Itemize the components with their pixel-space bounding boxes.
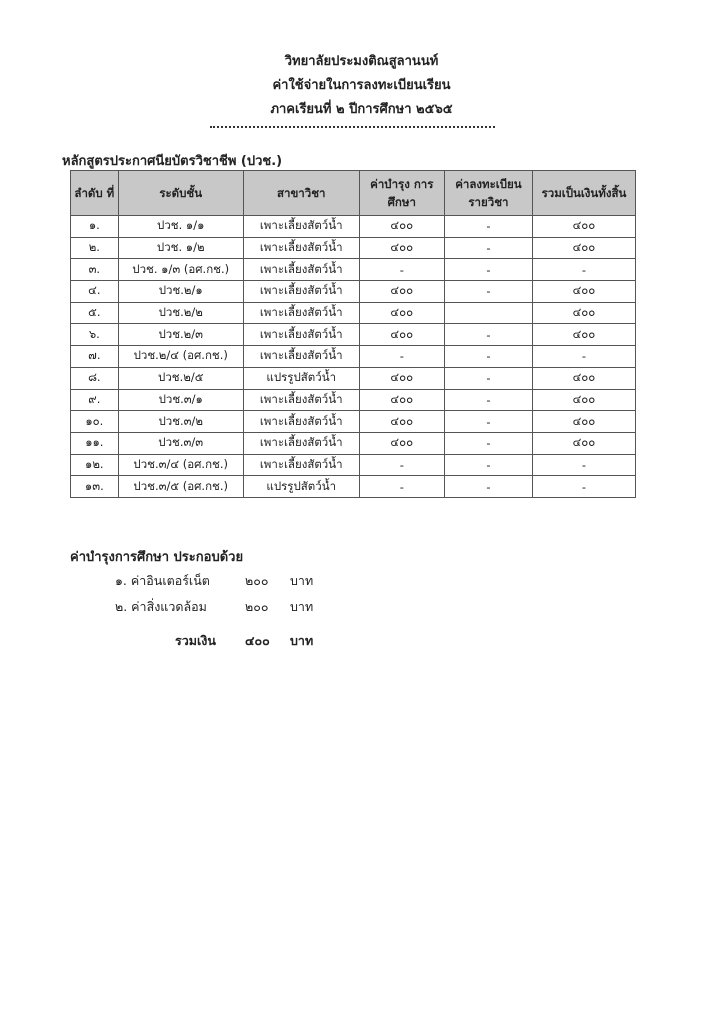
cell-no: ๙. xyxy=(71,389,119,411)
header-maintenance-fee: ค่าบำรุง การศึกษา xyxy=(359,171,444,216)
cell-registration-fee xyxy=(444,302,532,324)
details-title: ค่าบำรุงการศึกษา ประกอบด้วย xyxy=(70,550,244,565)
cell-maintenance-fee: ๔๐๐ xyxy=(359,216,444,238)
table-body xyxy=(71,216,636,498)
cell-level: ปวช. ๑/๒ xyxy=(118,237,243,259)
cell-maintenance-fee: - xyxy=(359,259,444,281)
table-row xyxy=(71,237,636,259)
section-title: หลักสูตรประกาศนียบัตรวิชาชีพ (ปวช.) xyxy=(62,154,283,169)
cell-registration-fee: - xyxy=(444,476,532,498)
cell-level: ปวช.๓/๕ (อศ.กช.) xyxy=(118,476,243,498)
semester-line: ภาคเรียนที่ ๒ ปีการศึกษา ๒๕๖๕ xyxy=(270,102,453,117)
cell-registration-fee: - xyxy=(444,324,532,346)
cell-maintenance-fee: - xyxy=(359,346,444,368)
cell-total: ๔๐๐ xyxy=(532,216,635,238)
cell-maintenance-fee: ๔๐๐ xyxy=(359,367,444,389)
cell-registration-fee: - xyxy=(444,346,532,368)
cell-total: ๔๐๐ xyxy=(532,281,635,303)
cell-maintenance-fee: ๔๐๐ xyxy=(359,432,444,454)
cell-total: - xyxy=(532,454,635,476)
total-label: รวมเงิน xyxy=(175,633,216,648)
detail-unit: บาท xyxy=(290,599,314,614)
cell-maintenance-fee: - xyxy=(359,454,444,476)
cell-major: เพาะเลี้ยงสัตว์น้ำ xyxy=(243,432,359,454)
cell-no: ๑๐. xyxy=(71,411,119,433)
detail-label: ๑. ค่าอินเตอร์เน็ต xyxy=(115,573,210,588)
table-row xyxy=(71,476,636,498)
cell-no: ๑๑. xyxy=(71,432,119,454)
cell-level: ปวช. ๑/๑ xyxy=(118,216,243,238)
cell-major: แปรรูปสัตว์น้ำ xyxy=(243,367,359,389)
detail-label: ๒. ค่าสิ่งแวดล้อม xyxy=(115,599,207,614)
cell-total: ๔๐๐ xyxy=(532,302,635,324)
detail-amount: ๒๐๐ xyxy=(245,573,269,588)
detail-unit: บาท xyxy=(290,573,314,588)
fee-table xyxy=(70,170,636,498)
cell-level: ปวช.๒/๑ xyxy=(118,281,243,303)
cell-total: ๔๐๐ xyxy=(532,367,635,389)
cell-major: เพาะเลี้ยงสัตว์น้ำ xyxy=(243,216,359,238)
cell-total: - xyxy=(532,259,635,281)
header-major: สาขาวิชา xyxy=(243,171,359,216)
cell-maintenance-fee: ๔๐๐ xyxy=(359,411,444,433)
table-row xyxy=(71,411,636,433)
cell-major: เพาะเลี้ยงสัตว์น้ำ xyxy=(243,324,359,346)
cell-no: ๒. xyxy=(71,237,119,259)
cell-no: ๓. xyxy=(71,259,119,281)
college-name: วิทยาลัยประมงติณสูลานนท์ xyxy=(284,54,439,69)
cell-registration-fee: - xyxy=(444,411,532,433)
table-row xyxy=(71,367,636,389)
cell-level: ปวช.๒/๓ xyxy=(118,324,243,346)
cell-registration-fee: - xyxy=(444,454,532,476)
cell-maintenance-fee: - xyxy=(359,476,444,498)
cell-maintenance-fee: ๔๐๐ xyxy=(359,324,444,346)
cell-major: แปรรูปสัตว์น้ำ xyxy=(243,476,359,498)
cell-registration-fee: - xyxy=(444,367,532,389)
detail-amount: ๒๐๐ xyxy=(245,599,269,614)
cell-total: ๔๐๐ xyxy=(532,324,635,346)
cell-no: ๗. xyxy=(71,346,119,368)
table-row xyxy=(71,324,636,346)
header-total: รวมเป็นเงินทั้งสิ้น xyxy=(532,171,635,216)
cell-total: - xyxy=(532,476,635,498)
header-level: ระดับชั้น xyxy=(118,171,243,216)
cell-no: ๑๒. xyxy=(71,454,119,476)
table-row xyxy=(71,302,636,324)
cell-major: เพาะเลี้ยงสัตว์น้ำ xyxy=(243,237,359,259)
cell-level: ปวช.๒/๕ xyxy=(118,367,243,389)
cell-maintenance-fee: ๔๐๐ xyxy=(359,281,444,303)
cell-no: ๖. xyxy=(71,324,119,346)
cell-level: ปวช.๒/๒ xyxy=(118,302,243,324)
cell-registration-fee: - xyxy=(444,389,532,411)
cell-major: เพาะเลี้ยงสัตว์น้ำ xyxy=(243,302,359,324)
cell-no: ๘. xyxy=(71,367,119,389)
table-row xyxy=(71,346,636,368)
cell-total: ๔๐๐ xyxy=(532,432,635,454)
cell-no: ๑๓. xyxy=(71,476,119,498)
cell-major: เพาะเลี้ยงสัตว์น้ำ xyxy=(243,454,359,476)
dotted-divider xyxy=(210,112,495,128)
header-no: ลำดับ ที่ xyxy=(71,171,119,216)
cell-registration-fee: - xyxy=(444,259,532,281)
table-row xyxy=(71,389,636,411)
cell-major: เพาะเลี้ยงสัตว์น้ำ xyxy=(243,411,359,433)
cell-maintenance-fee: ๔๐๐ xyxy=(359,237,444,259)
total-amount: ๔๐๐ xyxy=(245,633,270,648)
cell-registration-fee: - xyxy=(444,237,532,259)
cell-major: เพาะเลี้ยงสัตว์น้ำ xyxy=(243,281,359,303)
cell-no: ๑. xyxy=(71,216,119,238)
cell-total: ๔๐๐ xyxy=(532,389,635,411)
cell-total: ๔๐๐ xyxy=(532,411,635,433)
total-unit: บาท xyxy=(290,633,314,648)
cell-major: เพาะเลี้ยงสัตว์น้ำ xyxy=(243,259,359,281)
table-header-row xyxy=(71,171,636,216)
table-row xyxy=(71,216,636,238)
cell-level: ปวช.๓/๓ xyxy=(118,432,243,454)
cell-level: ปวช.๒/๔ (อศ.กช.) xyxy=(118,346,243,368)
cell-major: เพาะเลี้ยงสัตว์น้ำ xyxy=(243,346,359,368)
table-row xyxy=(71,259,636,281)
cell-no: ๔. xyxy=(71,281,119,303)
cell-level: ปวช.๓/๔ (อศ.กช.) xyxy=(118,454,243,476)
cell-level: ปวช.๓/๒ xyxy=(118,411,243,433)
cell-no: ๕. xyxy=(71,302,119,324)
cell-major: เพาะเลี้ยงสัตว์น้ำ xyxy=(243,389,359,411)
cell-registration-fee: - xyxy=(444,216,532,238)
cell-registration-fee: - xyxy=(444,281,532,303)
table-row xyxy=(71,281,636,303)
cell-maintenance-fee: ๔๐๐ xyxy=(359,302,444,324)
cell-registration-fee: - xyxy=(444,432,532,454)
cell-total: - xyxy=(532,346,635,368)
cell-level: ปวช.๓/๑ xyxy=(118,389,243,411)
cell-level: ปวช. ๑/๓ (อศ.กช.) xyxy=(118,259,243,281)
document-title: ค่าใช้จ่ายในการลงทะเบียนเรียน xyxy=(272,78,451,93)
header-registration-fee: ค่าลงทะเบียน รายวิชา xyxy=(444,171,532,216)
table-row xyxy=(71,454,636,476)
table-row xyxy=(71,432,636,454)
cell-total: ๔๐๐ xyxy=(532,237,635,259)
cell-maintenance-fee: ๔๐๐ xyxy=(359,389,444,411)
